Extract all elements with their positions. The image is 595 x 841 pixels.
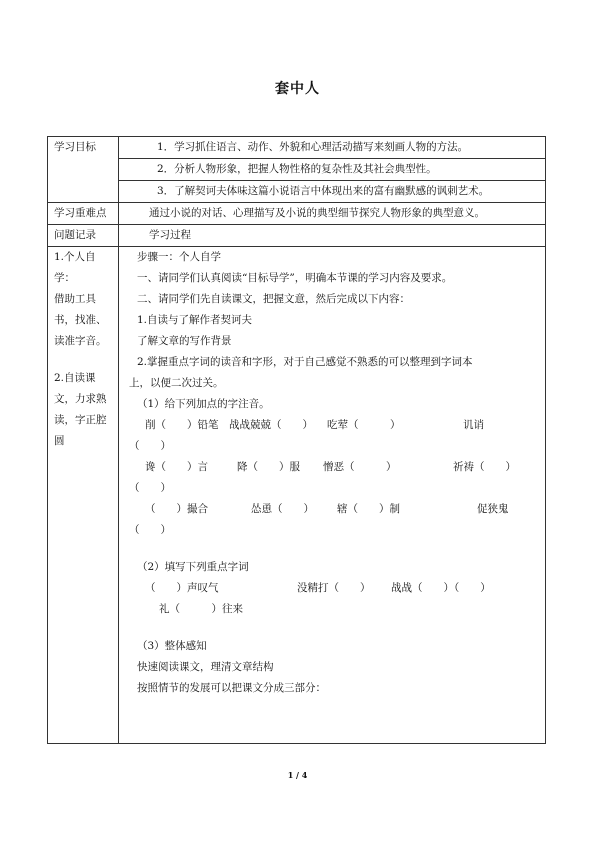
goal-item: 3．了解契诃夫体味这篇小说语言中体现出来的富有幽默感的讽刺艺术。 [119,181,546,203]
fill-item: （ ）声叹气 [145,582,219,594]
table-row [48,137,546,159]
paragraph: 了解文章的写作背景 [137,335,232,347]
paragraph: 上，以便二次过关。 [129,377,224,389]
pinyin-item: （ ）撮合 [145,503,208,515]
paragraph: 2.掌握重点字词的读音和字形，对于自己感觉不熟悉的可以整理到字词本 [137,356,473,368]
pinyin-item: 削（ ）铅笔 [145,419,219,431]
note-line: 圆 [54,435,65,447]
pinyin-row [129,415,539,436]
note-line: 2.自读课 [54,372,96,384]
left-notes [48,247,119,744]
question-heading: （3）整体感知 [137,640,207,652]
fill-item: 战战（ ）（ ） [391,582,491,594]
fill-row [129,578,539,599]
paragraph: 快速阅读课文，理清文章结构 [137,661,274,673]
note-line: 读准字音。 [54,335,107,347]
step-heading: 步骤一：个人自学 [137,251,221,263]
pinyin-item: 战战兢兢（ ） [229,419,313,431]
pinyin-item: 谗（ ）言 [145,461,208,473]
record-label: 问题记录 [48,225,119,247]
pinyin-item: （ ） [129,440,171,452]
pinyin-item: 降（ ）服 [237,461,300,473]
key-label: 学习重难点 [48,203,119,225]
pinyin-item: 吃荤（ ） [327,419,401,431]
question-heading: （2）填写下列重点字词 [137,561,249,573]
lesson-table [47,136,546,744]
note-line: 书，找准、 [54,314,107,326]
table-row [48,247,546,744]
pinyin-item: 憎恶（ ） [323,461,397,473]
pinyin-row [129,457,539,478]
pinyin-item: （ ） [129,524,171,536]
table-row [48,181,546,203]
table-row [48,203,546,225]
goals-label: 学习目标 [48,137,119,203]
table-row [48,225,546,247]
page-number: 1 / 4 [287,770,308,780]
note-line: 读，字正腔 [54,414,107,426]
note-line: 借助工具 [54,293,96,305]
page-title: 套中人 [275,81,320,97]
table-row [48,159,546,181]
pinyin-item: （ ） [129,482,171,494]
fill-item: 礼（ ）往来 [159,603,243,615]
pinyin-item: 促狭鬼 [477,503,509,515]
goal-item: 2．分析人物形象，把握人物性格的复杂性及其社会典型性。 [119,159,546,181]
note-line: 1.个人自 [54,251,96,263]
note-line: 文，力求熟 [54,393,107,405]
pinyin-item: 祈祷（ ） [453,461,516,473]
pinyin-row [129,499,539,520]
goal-item: 1．学习抓住语言、动作、外貌和心理活动描写来刻画人物的方法。 [119,137,546,159]
paragraph: 一、请同学们认真阅读“目标导学”，明确本节课的学习内容及要求。 [137,272,453,284]
paragraph: 按照情节的发展可以把课文分成三部分： [137,682,326,694]
pinyin-item: 讥诮 [463,419,484,431]
process-label: 学习过程 [119,225,546,247]
question-heading: （1）给下列加点的字注音。 [137,398,270,410]
note-line: 学： [54,272,75,284]
paragraph: 二、请同学们先自读课文，把握文意，然后完成以下内容： [137,293,410,305]
process-body [119,247,546,744]
fill-item: 没精打（ ） [297,582,371,594]
pinyin-item: 辖（ ）制 [337,503,400,515]
key-text: 通过小说的对话、心理描写及小说的典型细节探究人物形象的典型意义。 [119,203,546,225]
paragraph: 1.自读与了解作者契诃夫 [137,314,253,326]
pinyin-item: 怂恿（ ） [251,503,314,515]
